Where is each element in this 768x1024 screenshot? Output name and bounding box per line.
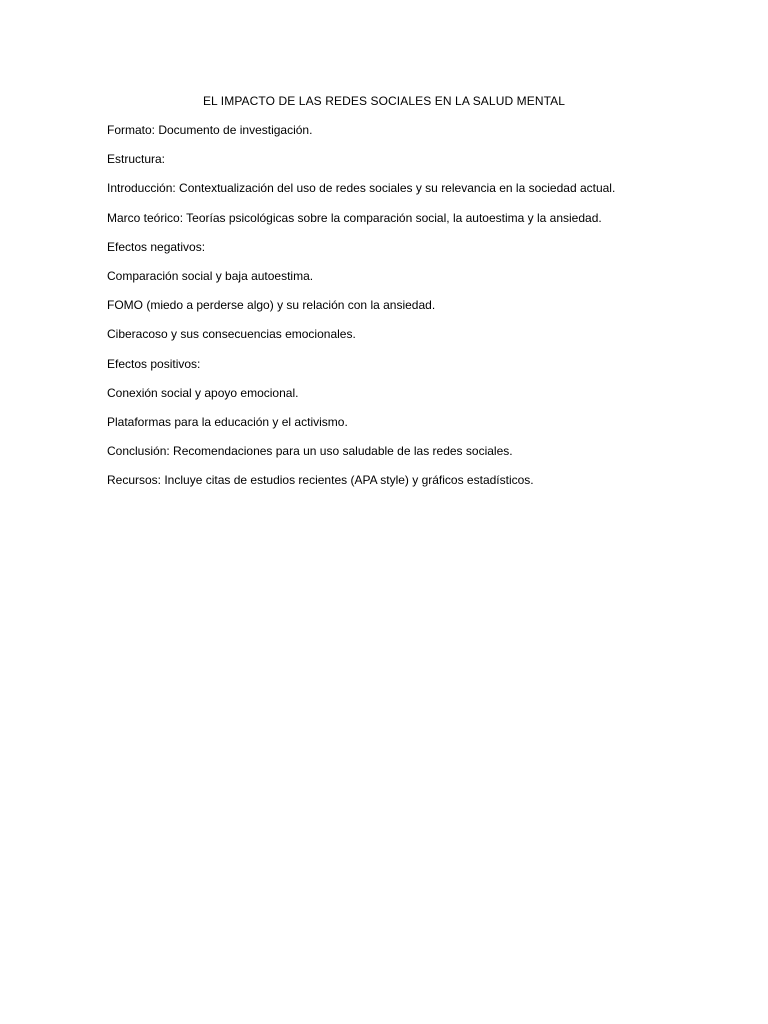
body-line-format: Formato: Documento de investigación. [107,123,313,137]
body-line-fomo: FOMO (miedo a perderse algo) y su relación con la ansiedad. [107,298,436,313]
document-body [107,122,747,501]
body-line-platforms: Plataformas para la educación y el activismo. [107,414,348,429]
body-line-conclusion: Conclusión: Recomendaciones para un uso saludable de las redes sociales. [107,444,513,459]
body-line-cyberbullying: Ciberacoso y sus consecuencias emocionales. [107,327,356,342]
body-line-structure: Estructura: [107,152,166,167]
body-line-theoretical-framework: Marco teórico: Teorías psicológicas sobre la comparación social, la autoestima y la ansiedad. [107,210,602,225]
body-line-negative-effects: Efectos negativos: [107,239,206,254]
body-line-positive-effects: Efectos positivos: [107,356,201,371]
document-title: EL IMPACTO DE LAS REDES SOCIALES EN LA SALUD MENTAL [202,94,566,108]
body-line-social-comparison: Comparación social y baja autoestima. [107,268,314,283]
body-line-social-connection: Conexión social y apoyo emocional. [107,385,299,400]
body-line-introduction: Introducción: Contextualización del uso de redes sociales y su relevancia en la sociedad actual. [107,181,616,196]
body-line-resources: Recursos: Incluye citas de estudios recientes (APA style) y gráficos estadísticos. [107,473,534,488]
